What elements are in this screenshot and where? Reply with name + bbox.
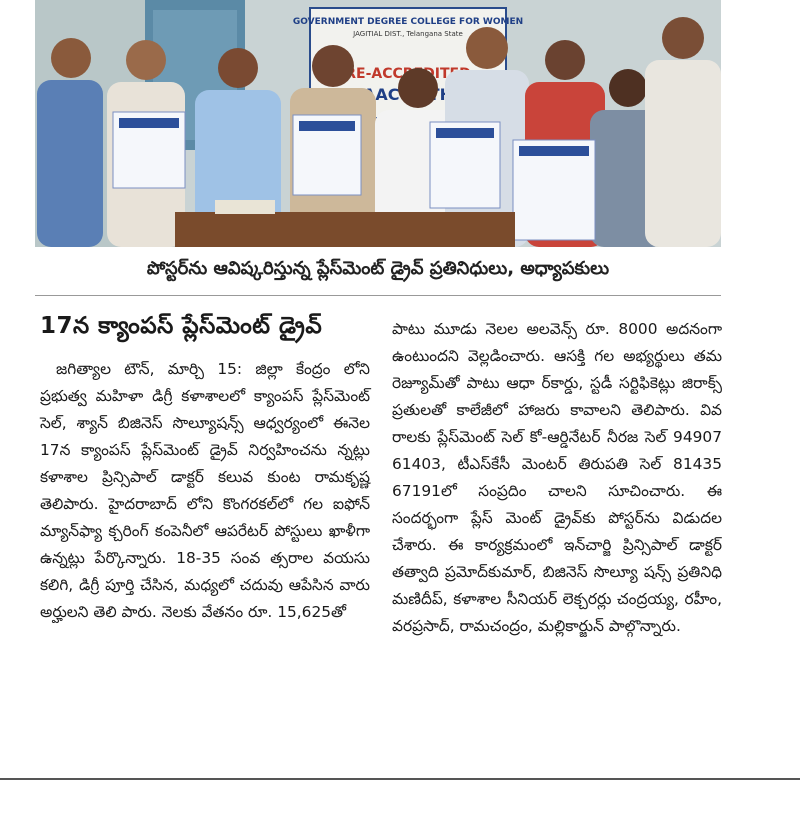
news-photo <box>35 0 721 247</box>
photo-caption: పోస్టర్‌ను ఆవిష్కరిస్తున్న ప్లేస్‌మెంట్ డ్రైవ్ ప్రతినిధులు, అధ్యాపకులు <box>146 258 610 279</box>
caption-divider <box>35 295 721 296</box>
article-body-left: జగిత్యాల టౌన్, మార్చి 15: జిల్లా కేంద్రం లోని ప్రభుత్వ మహిళా డిగ్రీ కళాశాలలో క్యాంపస్ ప్లేస్‌మెంట్ సెల్, శ్యాన్ బిజినెస్ సొల్యూషన్స్ ఆధ్వర్యంలో ఈనెల 17న క్యాంపస్ ప్లేస్‌మెంట్ డ్రైవ్ నిర్వహించను న్నట్లు కళాశాల ప్రిన్సిపాల్ డాక్టర్ కలువ కుంట రామకృష్ణ తెలిపారు. హైదరాబాద్ లోని కొంగరకల్‌లో గల ఐఫోన్ మ్యాన్‌ఫ్యా క్చరింగ్ కంపెనీలో ఆపరేటర్ పోస్టులు ఖాళీగా ఉన్నట్లు పేర్కొన్నారు. 18-35 సంవ త్సరాల వయసు కలిగి, డిగ్రీ పూర్తి చేసిన, మధ్యలో చదువు ఆపేసిన వారు అర్హులని తెలి పారు. నెలకు వేతనం రూ. 15,625తో <box>40 359 370 621</box>
article-headline: 17న క్యాంపస్ ప్లేస్‌మెంట్ డ్రైవ్ <box>40 313 323 339</box>
banner-naac: AAC <box>363 85 400 104</box>
banner-title: GOVERNMENT DEGREE COLLEGE FOR WOMEN <box>292 17 524 27</box>
article-body-right: పాటు మూడు నెలల అలవెన్స్ రూ. 8000 అదనంగా ఉంటుందని వెల్లడించారు. ఆసక్తి గల అభ్యర్థులు తమ రెజ్యూమ్‌తో పాటు ఆధా ర్‌కార్డు, స్టడీ సర్టిఫికెట్లు జిరాక్స్ ప్రతులతో కాలేజీలో హాజరు కావాలని తెలిపారు. వివ రాలకు ప్లేస్‌మెంట్ సెల్ కో-ఆర్డినేటర్ నీరజ సెల్ 94907 61403, టీఎస్‌కేసీ మెంటర్ తిరుపతి సెల్ 81435 67191లో సంప్రదిం చాలని సూచించారు. ఈ సందర్భంగా ప్లేస్ మెంట్ డ్రైవ్‌కు పోస్టర్‌ను విడుదల చేశారు. ఈ కార్యక్రమంలో ఇన్‌చార్జి ప్రిన్సిపాల్ డాక్టర్ తత్వాది ప్రమోద్‌కుమార్, బిజినెస్ సొల్యూ షన్స్ ప్రతినిధి మణిదీప్, కళాశాల సీనియర్ లెక్చరర్లు చంద్రయ్య, రహీం, వరప్రసాద్, రామచంద్రం, మల్లికార్జున్ పాల్గొన్నారు. <box>392 320 722 635</box>
article-column-left <box>40 312 370 626</box>
article-divider <box>0 778 800 780</box>
article-column-right <box>392 316 722 640</box>
banner-subtitle: JAGITIAL DIST., Telangana State <box>353 30 463 38</box>
